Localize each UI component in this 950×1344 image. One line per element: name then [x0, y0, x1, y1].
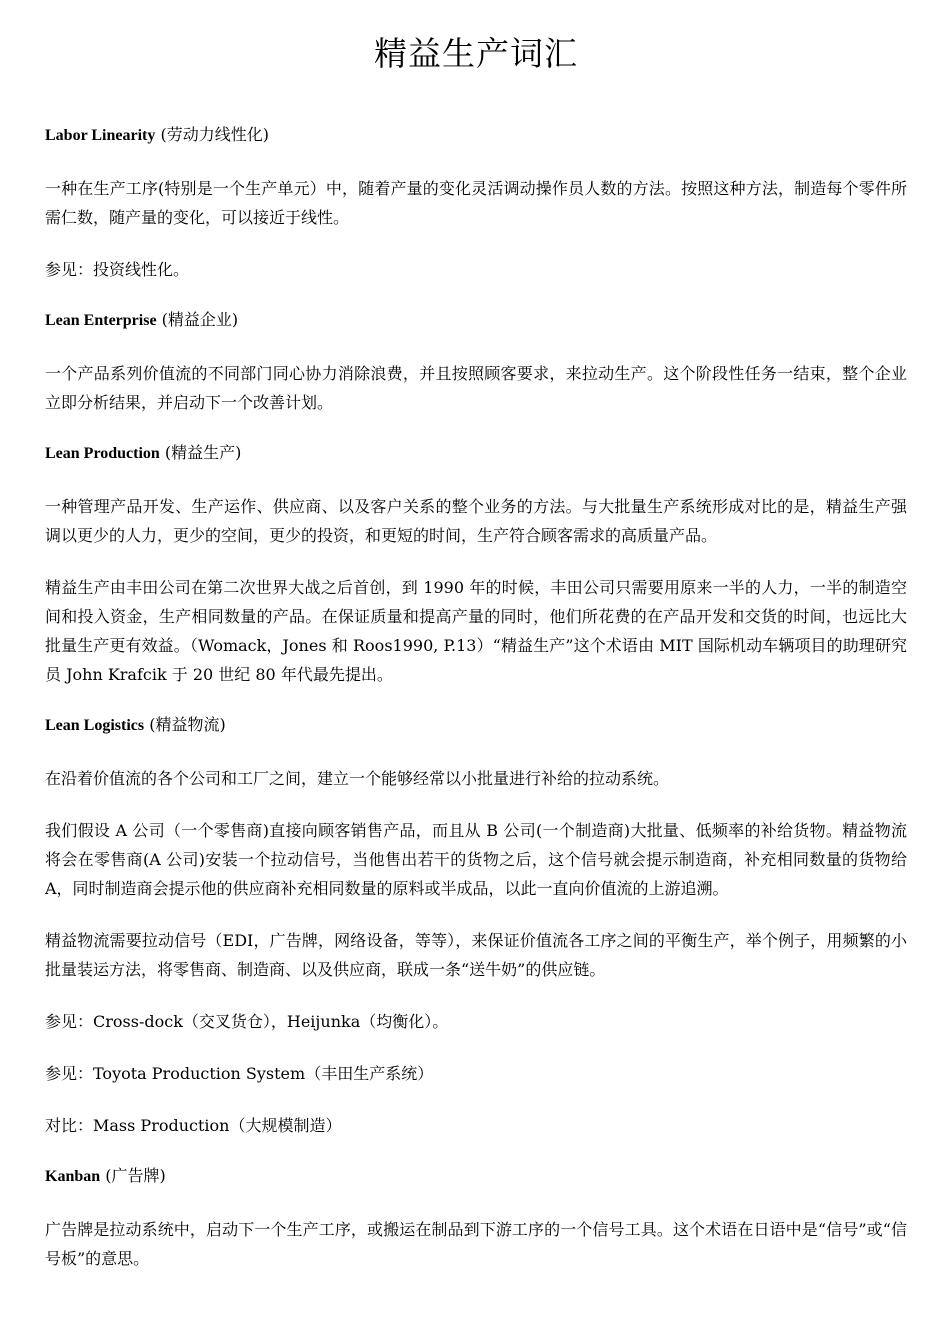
glossary-term: [45, 440, 907, 466]
definition-paragraph: 广告牌是拉动系统中，启动下一个生产工序，或搬运在制品到下游工序的一个信号工具。这个术语在日语中是“信号”或“信号板”的意思。: [45, 1220, 907, 1268]
glossary-term: [45, 712, 907, 738]
term-chinese: (劳动力线性化): [155, 125, 269, 144]
document-title: 精益生产词汇: [374, 34, 578, 73]
term-chinese: (精益企业): [156, 310, 239, 329]
definition-paragraph: 精益物流需要拉动信号（EDI，广告牌，网络设备，等等），来保证价值流各工序之间的平衡生产，举个例子，用频繁的小批量装运方法，将零售商、制造商、以及供应商，联成一条“送牛奶”的供应链。: [45, 931, 907, 979]
term-english: Lean Production: [45, 445, 160, 462]
term-english: Kanban: [45, 1168, 101, 1185]
definition-paragraph: 我们假设 A 公司（一个零售商)直接向顾客销售产品，而且从 B 公司(一个制造商)大批量、低频率的补给货物。精益物流将会在零售商(A 公司)安装一个拉动信号，当他售出若干的货物之后，这个信号就会提示制造商，补充相同数量的货物给 A，同时制造商会提示他的供应商补充相同数量的原料或半成品，以此一直向价值流的上游追溯。: [45, 821, 907, 898]
definition-paragraph: 一个产品系列价值流的不同部门同心协力消除浪费，并且按照顾客要求，来拉动生产。这个阶段性任务一结束，整个企业立即分析结果，并启动下一个改善计划。: [45, 364, 907, 412]
glossary-term: [45, 307, 907, 333]
glossary-term: [45, 122, 907, 148]
compare-paragraph: 对比：Mass Production（大规模制造）: [45, 1116, 342, 1135]
definition-paragraph: 一种管理产品开发、生产运作、供应商、以及客户关系的整个业务的方法。与大批量生产系统形成对比的是，精益生产强调以更少的人力，更少的空间，更少的投资，和更短的时间，生产符合顾客需求的高质量产品。: [45, 497, 907, 545]
term-english: Lean Logistics: [45, 717, 145, 734]
term-chinese: (广告牌): [100, 1166, 166, 1185]
see-also-paragraph: 参见：Toyota Production System（丰田生产系统）: [45, 1064, 434, 1083]
definition-paragraph: 一种在生产工序(特别是一个生产单元）中，随着产量的变化灵活调动操作员人数的方法。按照这种方法，制造每个零件所需仁数，随产量的变化，可以接近于线性。: [45, 179, 907, 227]
term-english: Lean Enterprise: [45, 312, 157, 329]
definition-paragraph: 精益生产由丰田公司在第二次世界大战之后首创，到 1990 年的时候，丰田公司只需要用原来一半的人力，一半的制造空间和投入资金，生产相同数量的产品。在保证质量和提高产量的同时，他们所花费的在产品开发和交货的时间，也远比大批量生产更有效益。（Womack，Jones 和 Roos1990, P.13）“精益生产”这个术语由 MIT 国际机动车辆项目的助理研究员 John Krafcik 于 20 世纪 80 年代最先提出。: [45, 578, 907, 684]
term-chinese: (精益生产): [159, 443, 242, 462]
term-chinese: (精益物流): [144, 715, 226, 734]
term-english: Labor Linearity: [45, 127, 156, 144]
glossary-term: [45, 1163, 907, 1189]
definition-paragraph: 在沿着价值流的各个公司和工厂之间，建立一个能够经常以小批量进行补给的拉动系统。: [45, 769, 670, 788]
see-also-paragraph: 参见：Cross-dock（交叉货仓），Heijunka（均衡化）。: [45, 1012, 449, 1031]
see-also-paragraph: 参见：投资线性化。: [45, 260, 190, 279]
glossary-body: [45, 122, 907, 1273]
